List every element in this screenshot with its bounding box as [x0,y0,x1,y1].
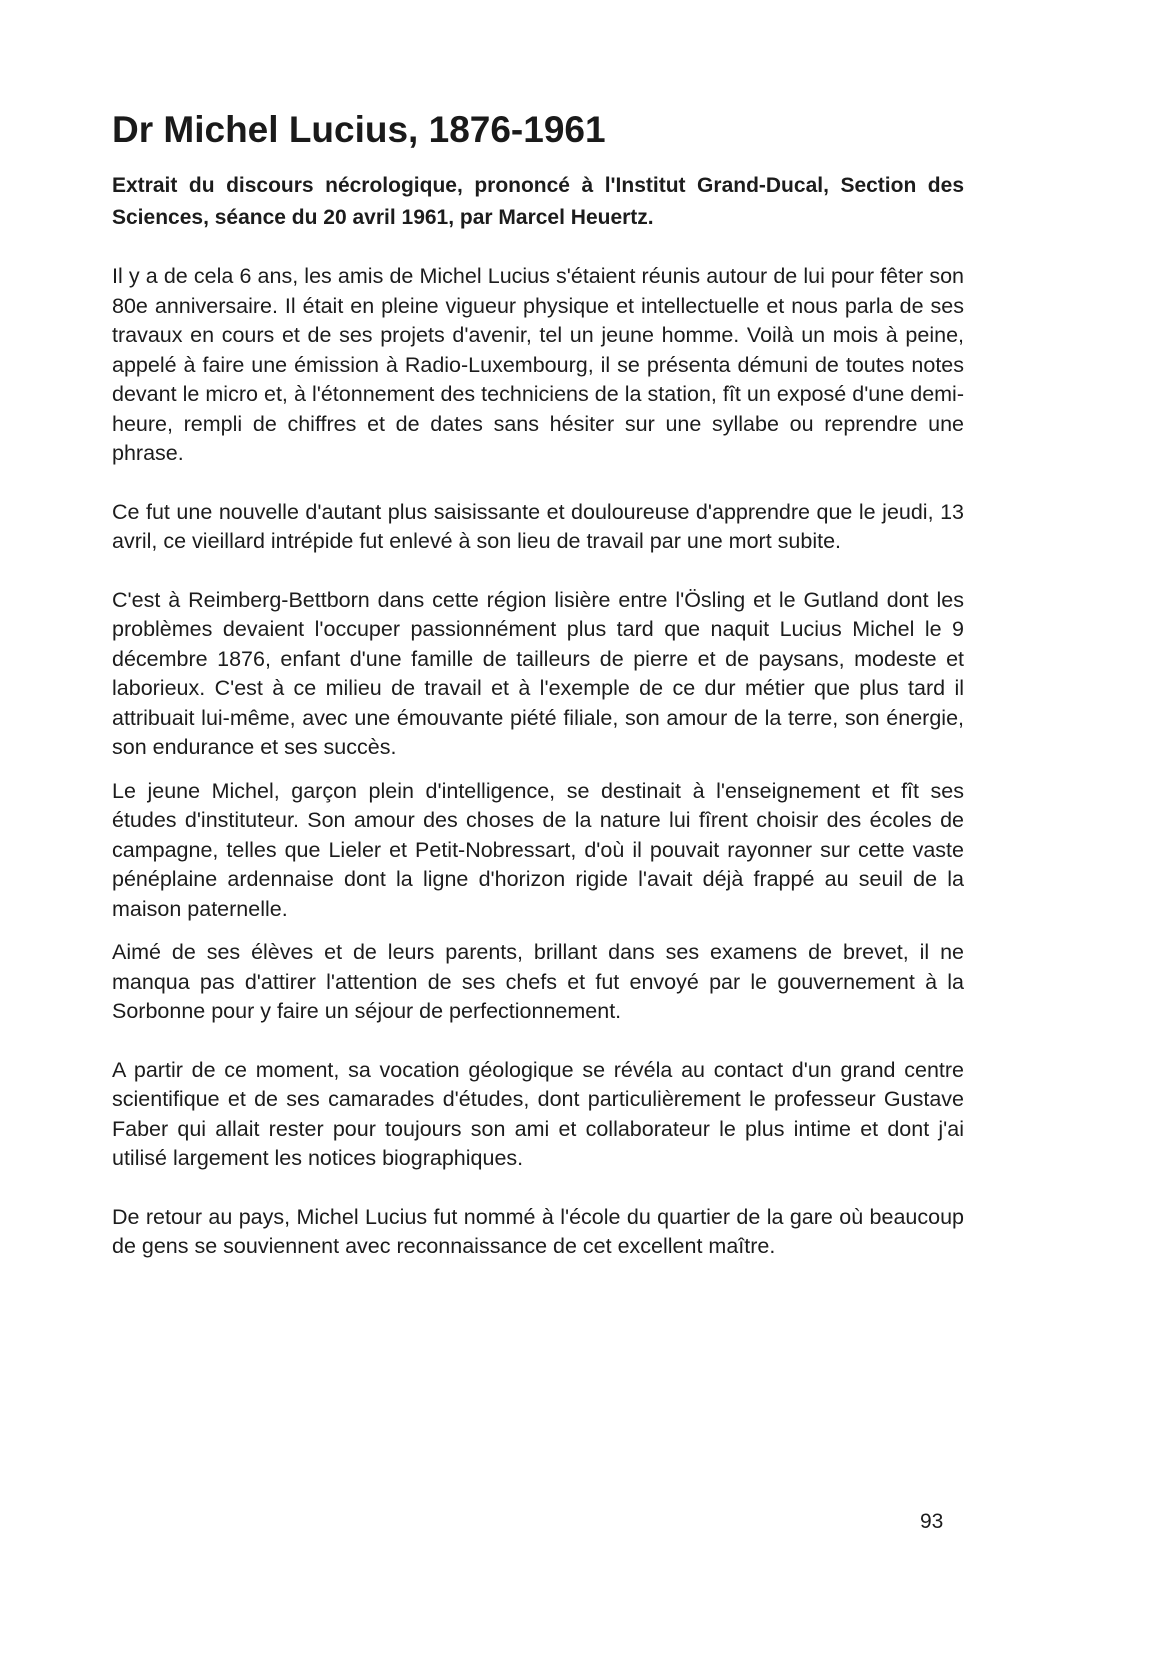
page-title: Dr Michel Lucius, 1876-1961 [112,109,606,150]
paragraph-5: Aimé de ses élèves et de leurs parents, brillant dans ses examens de brevet, il ne manqua pas d'attirer l'attention de ses chefs et fut envoyé par le gouvernement à la Sorbonne pour y faire un séjour de perfectionnement. [112,940,964,1024]
paragraph-7: De retour au pays, Michel Lucius fut nommé à l'école du quartier de la gare où beaucoup de gens se souviennent avec reconnaissance de cet excellent maître. [112,1204,964,1259]
page-content [112,108,964,1262]
paragraph-6: A partir de ce moment, sa vocation géologique se révéla au contact d'un grand centre scientifique et de ses camarades d'études, dont particulièrement le professeur Gustave Faber qui allait rester pour toujours son ami et collaborateur le plus intime et dont j'ai utilisé largement les notices biographiques. [112,1057,964,1171]
paragraph-1: Il y a de cela 6 ans, les amis de Michel Lucius s'étaient réunis autour de lui pour fêter son 80e anniversaire. Il était en pleine vigueur physique et intellectuelle et nous parla de ses travaux en cours et de ses projets d'avenir, tel un jeune homme. Voilà un mois à peine, appelé à faire une émission à Radio-Luxembourg, il se présenta démuni de toutes notes devant le micro et, à l'étonnement des techniciens de la station, fît un exposé d'une demi-heure, rempli de chiffres et de dates sans hésiter sur une syllabe ou reprendre une phrase. [112,264,964,466]
paragraph-2: Ce fut une nouvelle d'autant plus saisissante et douloureuse d'apprendre que le jeudi, 13 avril, ce vieillard intrépide fut enlevé à son lieu de travail par une mort subite. [112,499,964,554]
subtitle: Extrait du discours nécrologique, prononcé à l'Institut Grand-Ducal, Section des Sciences, séance du 20 avril 1961, par Marcel Heuertz. [112,174,964,229]
page-number: 93 [920,1510,944,1533]
paragraph-4: Le jeune Michel, garçon plein d'intelligence, se destinait à l'enseignement et fît ses études d'instituteur. Son amour des choses de la nature lui fîrent choisir des écoles de campagne, telles que Lieler et Petit-Nobressart, d'où il pouvait rayonner sur cette vaste pénéplaine ardennaise dont la ligne d'horizon rigide l'avait déjà frappé au seuil de la maison paternelle. [112,778,964,921]
paragraph-3: C'est à Reimberg-Bettborn dans cette région lisière entre l'Ösling et le Gutland dont les problèmes devaient l'occuper passionnément plus tard que naquit Lucius Michel le 9 décembre 1876, enfant d'une famille de tailleurs de pierre et de paysans, modeste et laborieux. C'est à ce milieu de travail et à l'exemple de ce dur métier que plus tard il attribuait lui-même, avec une émouvante piété filiale, son amour de la terre, son énergie, son endurance et ses succès. [112,587,964,760]
